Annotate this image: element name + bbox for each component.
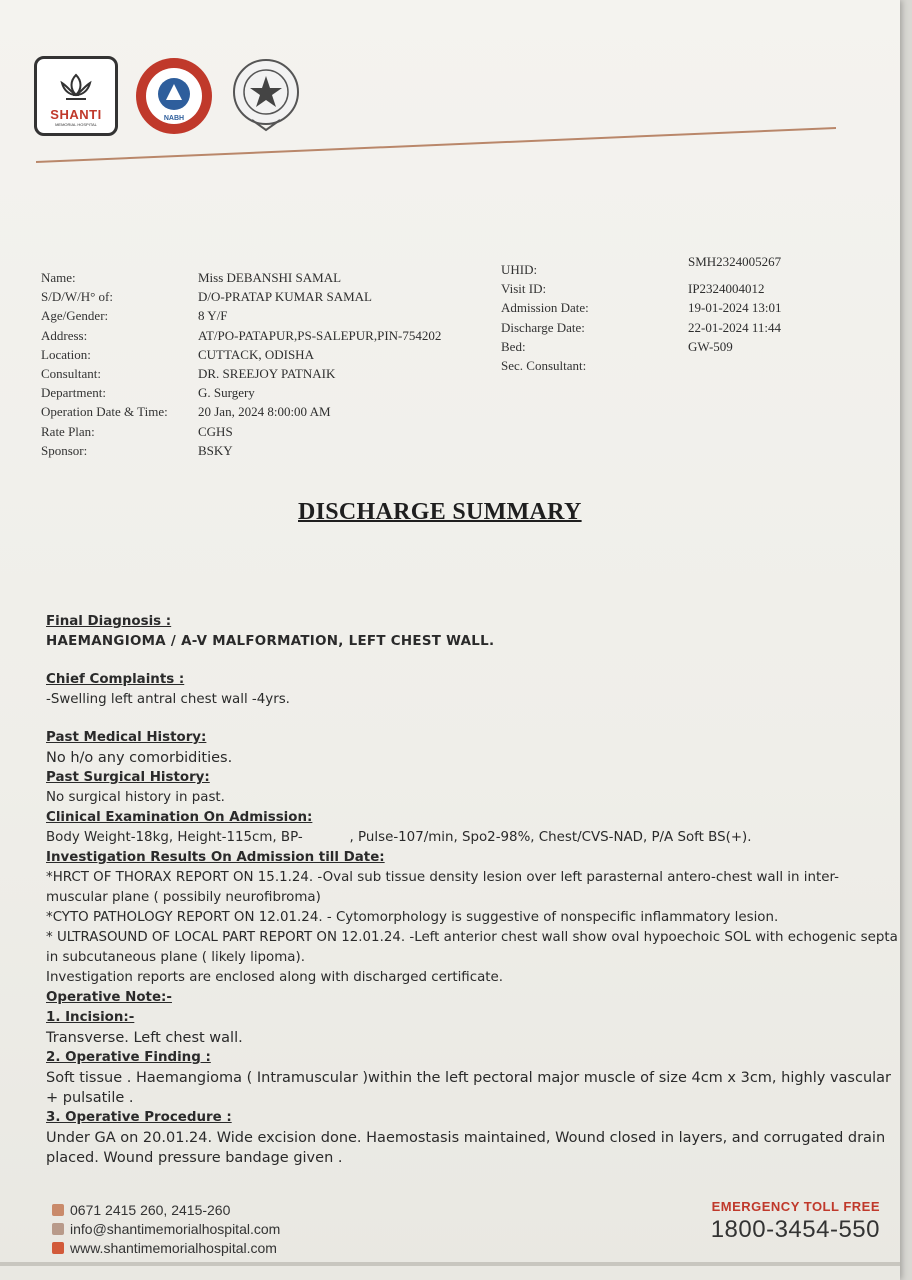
operative-note-heading: Operative Note:- [46, 990, 172, 1005]
info-row-sec-consultant: Sec. Consultant: [501, 358, 587, 374]
past-medical-text: No h/o any comorbidities. [46, 750, 233, 766]
info-row-relation: S/D/W/H° of: D/O-PRATAP KUMAR SAMAL [41, 289, 373, 305]
clinical-exam-heading: Clinical Examination On Admission: [46, 810, 313, 825]
operative-finding-text: Soft tissue . Haemangioma ( Intramuscular )within the left pectoral major muscle of size 4cm x 3cm, highly vascular + pulsatile . [46, 1070, 892, 1106]
incision-heading: 1. Incision:- [46, 1010, 135, 1025]
footer-phone [52, 1200, 280, 1219]
summary-body [46, 612, 898, 1168]
info-row-location: Location: CUTTACK, ODISHA [41, 346, 314, 362]
investigation-note: Investigation reports are enclosed along with discharged certificate. [46, 970, 504, 985]
footer-phone-text: 0671 2415 260, 2415-260 [70, 1201, 231, 1218]
clinical-exam-text: Body Weight-18kg, Height-115cm, BP- , Pulse-107/min, Spo2-98%, Chest/CVS-NAD, P/A Soft BS(+). [46, 830, 752, 845]
operative-procedure-text: Under GA on 20.01.24. Wide excision done. Haemostasis maintained, Wound closed in layers, and corrugated drain placed. Wound pressure bandage given . [46, 1130, 886, 1166]
info-row-consultant: Consultant: DR. SREEJOY PATNAIK [41, 366, 336, 382]
phone-icon [52, 1204, 64, 1216]
operative-finding-heading: 2. Operative Finding : [46, 1050, 211, 1065]
final-diagnosis-heading: Final Diagnosis : [46, 614, 172, 629]
emergency-number[interactable]: 1800-3454-550 [710, 1216, 880, 1243]
info-row-address: Address: AT/PO-PATAPUR,PS-SALEPUR,PIN-754202 [41, 327, 442, 343]
past-surgical-heading: Past Surgical History: [46, 770, 210, 785]
incision-text: Transverse. Left chest wall. [46, 1030, 243, 1046]
patient-info-right [501, 252, 782, 375]
past-medical-heading: Past Medical History: [46, 730, 207, 745]
info-row-visit-id: Visit ID: IP2324004012 [501, 281, 765, 297]
certification-seal-icon [230, 58, 302, 134]
investigation-hrct: *HRCT OF THORAX REPORT ON 15.1.24. -Oval sub tissue density lesion over left parasternal antero-chest wall in inter-muscular plane ( possibily neurofibroma) [46, 870, 839, 905]
investigation-cytology: *CYTO PATHOLOGY REPORT ON 12.01.24. - Cytomorphology is suggestive of nonspecific inflammatory lesion. [46, 910, 779, 925]
hospital-brand-sub: MEMORIAL HOSPITAL [55, 122, 97, 127]
contact-footer [52, 1200, 280, 1257]
info-row-rate-plan: Rate Plan: CGHS [41, 423, 233, 439]
info-row-discharge-date: Discharge Date: 22-01-2024 11:44 [501, 319, 782, 335]
footer-email-text[interactable]: info@shantimemorialhospital.com [70, 1220, 281, 1237]
lotus-icon [56, 71, 96, 103]
investigation-heading: Investigation Results On Admission till Date: [46, 850, 385, 865]
emergency-label: EMERGENCY TOLL FREE [711, 1199, 880, 1214]
operative-procedure-heading: 3. Operative Procedure : [46, 1110, 232, 1125]
document-title: DISCHARGE SUMMARY [298, 499, 582, 525]
nabh-accreditation-icon [134, 56, 214, 136]
chief-complaints-text: -Swelling left antral chest wall -4yrs. [46, 692, 290, 707]
info-row-sponsor: Sponsor: BSKY [41, 442, 233, 458]
investigation-ultrasound: * ULTRASOUND OF LOCAL PART REPORT ON 12.01.24. -Left anterior chest wall show oval hypoechoic SOL with echogenic septa in subcutaneous plane ( likely lipoma). [46, 930, 898, 965]
footer-website [52, 1238, 280, 1257]
info-row-admission-date: Admission Date: 19-01-2024 13:01 [501, 300, 782, 316]
info-row-department: Department: G. Surgery [41, 385, 255, 401]
info-row-operation-date: Operation Date & Time: 20 Jan, 2024 8:00:00 AM [41, 404, 331, 420]
globe-icon [52, 1242, 64, 1254]
past-surgical-text: No surgical history in past. [46, 790, 225, 805]
emergency-contact [711, 1199, 880, 1244]
chief-complaints-heading: Chief Complaints : [46, 672, 185, 687]
info-row-name: Name: Miss DEBANSHI SAMAL [41, 270, 342, 285]
patient-info-left [41, 268, 441, 460]
final-diagnosis-text: HAEMANGIOMA / A-V MALFORMATION, LEFT CHEST WALL. [46, 634, 495, 649]
hospital-logo [34, 56, 118, 136]
info-row-bed: Bed: GW-509 [501, 338, 733, 354]
hospital-brand: SHANTI [50, 107, 102, 122]
svg-text:NABH: NABH [163, 115, 185, 122]
footer-divider [0, 1262, 900, 1266]
footer-email [52, 1219, 280, 1238]
info-row-uhid: UHID: SMH2324005267 [501, 254, 782, 277]
info-row-age-gender: Age/Gender: 8 Y/F [41, 308, 228, 324]
footer-website-link[interactable]: www.shantimemorialhospital.com [70, 1239, 277, 1256]
mail-icon [52, 1223, 64, 1235]
header-divider [36, 126, 836, 166]
